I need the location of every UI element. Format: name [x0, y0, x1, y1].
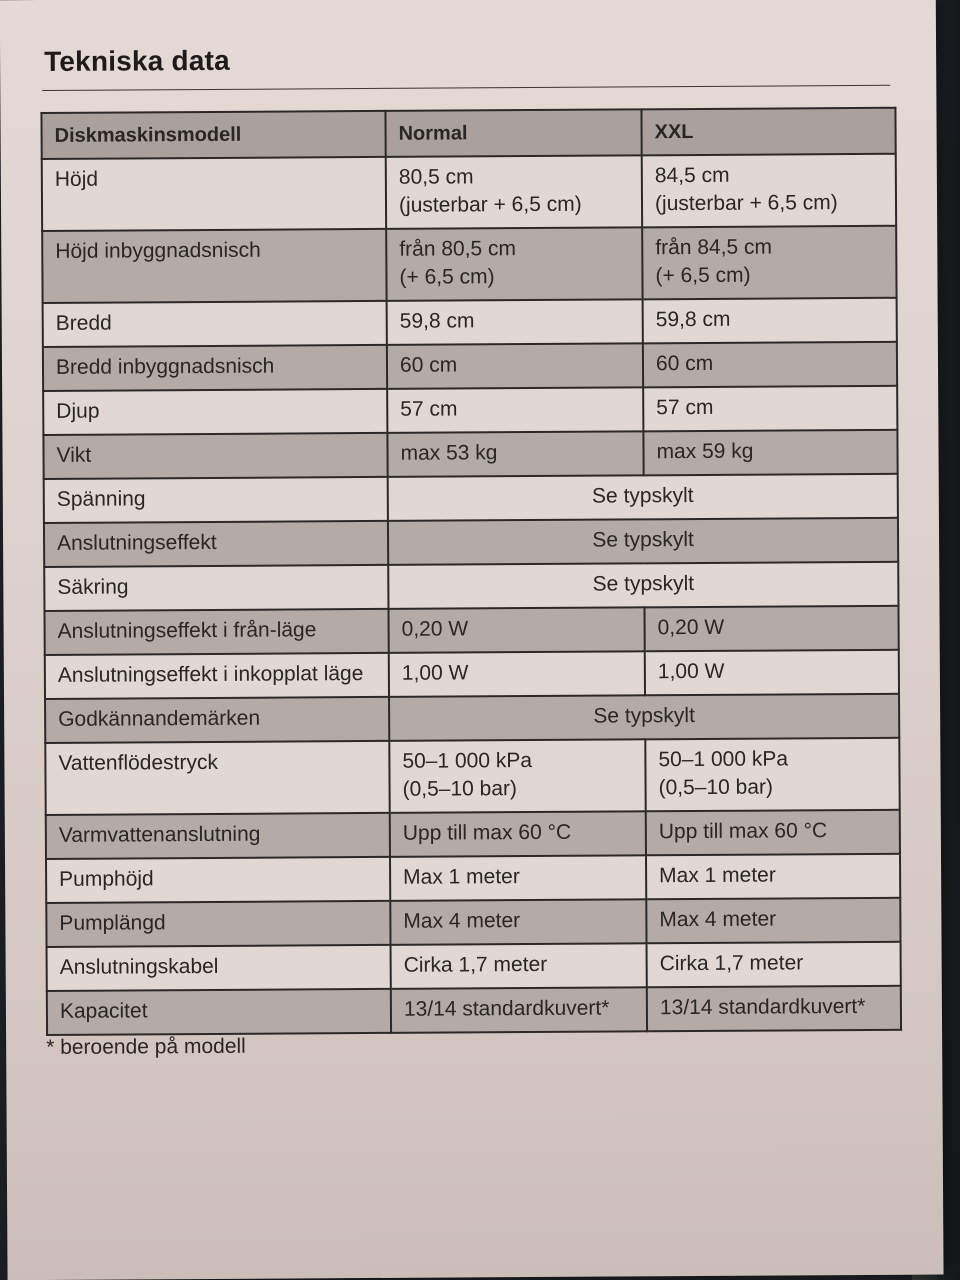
- normal-value-cell: [386, 227, 642, 301]
- table-row: [46, 810, 900, 859]
- xxl-value-cell: 1,00 W: [645, 650, 899, 696]
- shared-value-cell: Se typskylt: [389, 694, 899, 741]
- table-row: [45, 694, 899, 743]
- title-divider: [42, 85, 890, 91]
- xxl-value-cell-line: från 84,5 cm: [655, 235, 773, 260]
- xxl-value-cell: [645, 738, 899, 812]
- table-row: [43, 342, 897, 391]
- xxl-value-cell: [642, 226, 896, 300]
- row-label-cell: Säkring: [44, 565, 388, 611]
- header-cell-normal: Normal: [385, 109, 641, 157]
- shared-value-cell: Se typskylt: [388, 562, 898, 609]
- row-label-cell: Höjd: [42, 157, 386, 231]
- xxl-value-cell: 0,20 W: [644, 606, 898, 652]
- shared-value-cell: Se typskylt: [388, 474, 898, 521]
- row-label-cell: Anslutningseffekt i från-läge: [44, 609, 388, 655]
- normal-value-cell: max 53 kg: [387, 431, 643, 477]
- table-row: [43, 430, 897, 479]
- row-label-cell: Höjd inbyggnadsnisch: [42, 229, 386, 303]
- table-row: [44, 474, 898, 523]
- row-label-cell: Vikt: [43, 433, 387, 479]
- normal-value-cell: Max 4 meter: [390, 899, 646, 945]
- xxl-value-cell-line: (+ 6,5 cm): [655, 263, 751, 288]
- xxl-value-cell-line: 84,5 cm: [654, 163, 730, 188]
- row-label-cell: Bredd inbyggnadsnisch: [43, 345, 387, 391]
- normal-value-cell-line: 50–1 000 kPa: [402, 749, 533, 773]
- row-label-cell: Pumplängd: [46, 901, 390, 947]
- normal-value-cell: 59,8 cm: [387, 299, 643, 345]
- row-label-cell: Vattenflödestryck: [45, 741, 389, 815]
- normal-value-cell: Cirka 1,7 meter: [391, 943, 647, 989]
- header-cell-xxl: XXL: [641, 108, 895, 156]
- xxl-value-cell: 60 cm: [643, 342, 897, 388]
- row-label-cell: Kapacitet: [47, 989, 391, 1035]
- table-row: [43, 298, 897, 347]
- row-label-cell: Pumphöjd: [46, 857, 390, 903]
- normal-value-cell: 0,20 W: [388, 607, 644, 653]
- row-label-cell: Anslutningseffekt: [44, 521, 388, 567]
- normal-value-cell-line: 80,5 cm: [398, 165, 474, 189]
- header-cell-model: Diskmaskinsmodell: [41, 111, 385, 159]
- table-row: [44, 518, 898, 567]
- table-row: [44, 562, 898, 611]
- normal-value-cell-line: från 80,5 cm: [399, 237, 517, 261]
- xxl-value-cell-line: (justerbar + 6,5 cm): [654, 191, 838, 216]
- xxl-value-cell: Cirka 1,7 meter: [647, 942, 901, 988]
- table-header-row: [41, 108, 895, 159]
- row-label-cell: Djup: [43, 389, 387, 435]
- row-label-cell: Spänning: [44, 477, 388, 523]
- xxl-value-cell: Upp till max 60 °C: [646, 810, 900, 856]
- normal-value-cell-line: (+ 6,5 cm): [399, 265, 495, 289]
- xxl-value-cell: [642, 154, 896, 228]
- row-label-cell: Anslutningseffekt i inkopplat läge: [45, 653, 389, 699]
- table-row: [42, 226, 896, 303]
- xxl-value-cell: Max 1 meter: [646, 854, 900, 900]
- row-label-cell: Godkännandemärken: [45, 697, 389, 743]
- spec-table-body: [41, 108, 901, 1035]
- table-row: [45, 650, 899, 699]
- xxl-value-cell-line: (0,5–10 bar): [658, 775, 774, 800]
- shared-value-cell: Se typskylt: [388, 518, 898, 565]
- xxl-value-cell: 57 cm: [643, 386, 897, 432]
- normal-value-cell: [389, 739, 645, 813]
- xxl-value-cell: 59,8 cm: [643, 298, 897, 344]
- table-row: [46, 898, 900, 947]
- normal-value-cell: Max 1 meter: [390, 855, 646, 901]
- table-row: [47, 942, 901, 991]
- normal-value-cell: 60 cm: [387, 343, 643, 389]
- table-row: [43, 386, 897, 435]
- table-row: [44, 606, 898, 655]
- normal-value-cell: Upp till max 60 °C: [390, 811, 646, 857]
- xxl-value-cell: Max 4 meter: [646, 898, 900, 944]
- normal-value-cell: 57 cm: [387, 387, 643, 433]
- footnote: * beroende på modell: [46, 1034, 246, 1059]
- row-label-cell: Varmvattenanslutning: [46, 813, 390, 859]
- xxl-value-cell-line: 50–1 000 kPa: [658, 747, 789, 772]
- row-label-cell: Bredd: [43, 301, 387, 347]
- xxl-value-cell: max 59 kg: [643, 430, 897, 476]
- table-row: [47, 986, 901, 1035]
- spec-table: [40, 107, 902, 1036]
- table-row: [45, 738, 899, 815]
- normal-value-cell: 13/14 standardkuvert*: [391, 987, 647, 1033]
- xxl-value-cell: 13/14 standardkuvert*: [647, 986, 901, 1032]
- row-label-cell: Anslutningskabel: [47, 945, 391, 991]
- normal-value-cell: [386, 155, 642, 229]
- table-row: [46, 854, 900, 903]
- normal-value-cell-line: (0,5–10 bar): [402, 777, 518, 801]
- table-row: [42, 154, 896, 231]
- normal-value-cell-line: (justerbar + 6,5 cm): [398, 192, 582, 217]
- normal-value-cell: 1,00 W: [389, 651, 645, 697]
- page-title: Tekniska data: [44, 44, 230, 77]
